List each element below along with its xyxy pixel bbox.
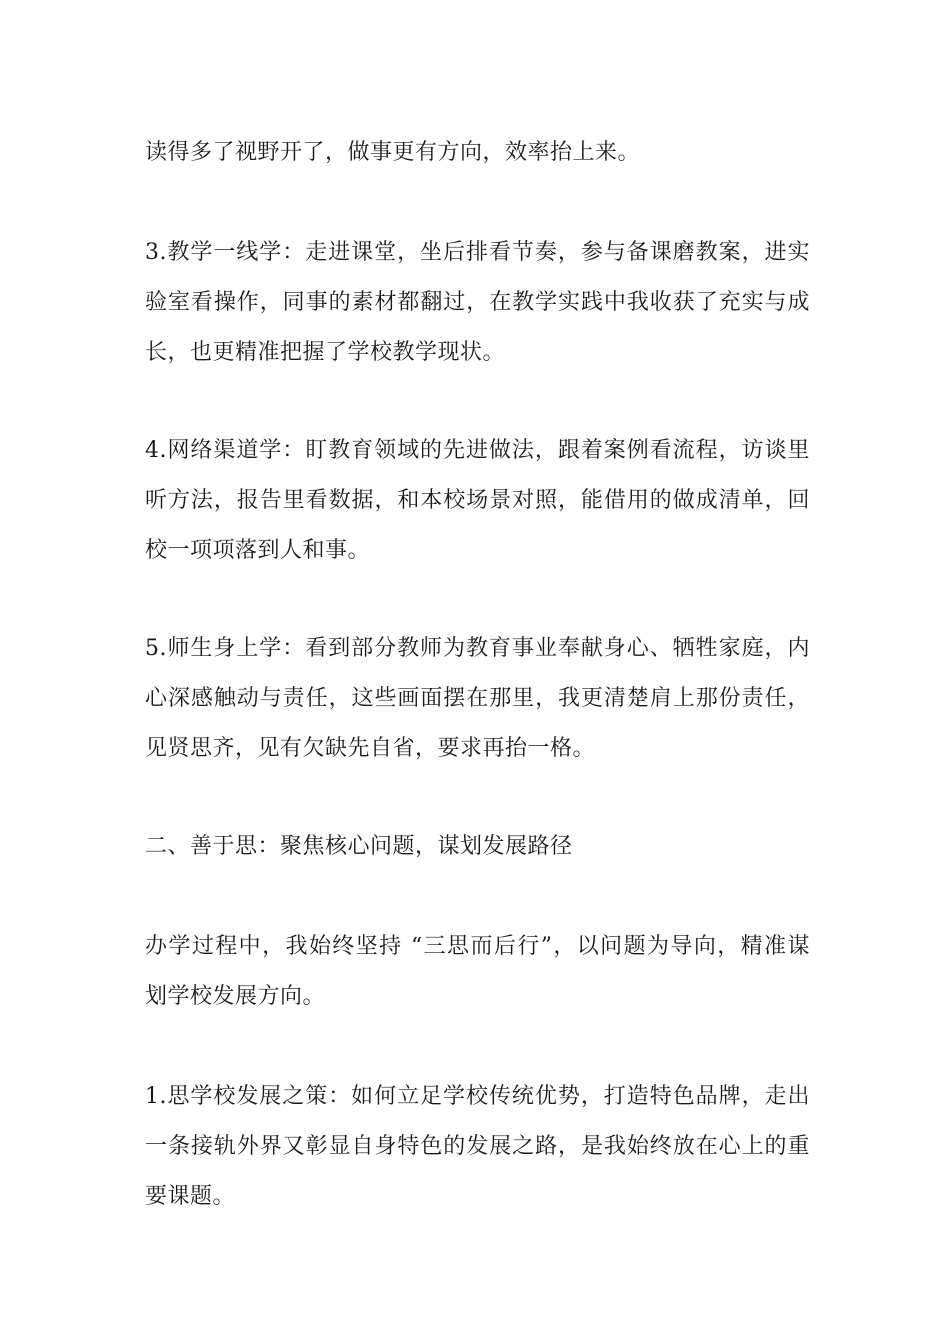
- text-line: 见贤思齐，见有欠缺先自省，要求再抬一格。: [145, 736, 596, 761]
- text-line: 4.网络渠道学：盯教育领域的先进做法，跟着案例看流程，访谈里: [145, 438, 810, 463]
- text-line: 3.教学一线学：走进课堂，坐后排看节奏，参与备课磨教案，进实: [145, 240, 810, 265]
- text-line: 验室看操作，同事的素材都翻过，在教学实践中我收获了充实与成: [145, 290, 810, 315]
- text-line: 读得多了视野开了，做事更有方向，效率抬上来。: [145, 140, 641, 165]
- section-heading: [145, 822, 810, 872]
- text-line: 要课题。: [145, 1184, 236, 1209]
- paragraph-item-5: [145, 624, 810, 774]
- heading-text: 二、善于思：聚焦核心问题，谋划发展路径: [145, 834, 573, 859]
- text-line: 校一项项落到人和事。: [145, 538, 371, 563]
- paragraph-item-2-1: [145, 1072, 810, 1222]
- text-line: 1.思学校发展之策：如何立足学校传统优势，打造特色品牌，走出: [145, 1084, 810, 1109]
- text-line: 办学过程中，我始终坚持 “三思而后行”，以问题为导向，精准谋: [145, 934, 810, 959]
- paragraph-item-3: [145, 228, 810, 378]
- paragraph-intro: [145, 922, 810, 1022]
- text-line: 听方法，报告里看数据，和本校场景对照，能借用的做成清单，回: [145, 488, 810, 513]
- text-line: 长，也更精准把握了学校教学现状。: [145, 340, 506, 365]
- paragraph-continuation: [145, 128, 810, 178]
- paragraph-item-4: [145, 426, 810, 576]
- text-line: 划学校发展方向。: [145, 984, 326, 1009]
- text-line: 心深感触动与责任，这些画面摆在那里，我更清楚肩上那份责任，: [145, 686, 810, 711]
- text-line: 一条接轨外界又彰显自身特色的发展之路，是我始终放在心上的重: [145, 1134, 810, 1159]
- text-line: 5.师生身上学：看到部分教师为教育事业奉献身心、牺牲家庭，内: [145, 636, 810, 661]
